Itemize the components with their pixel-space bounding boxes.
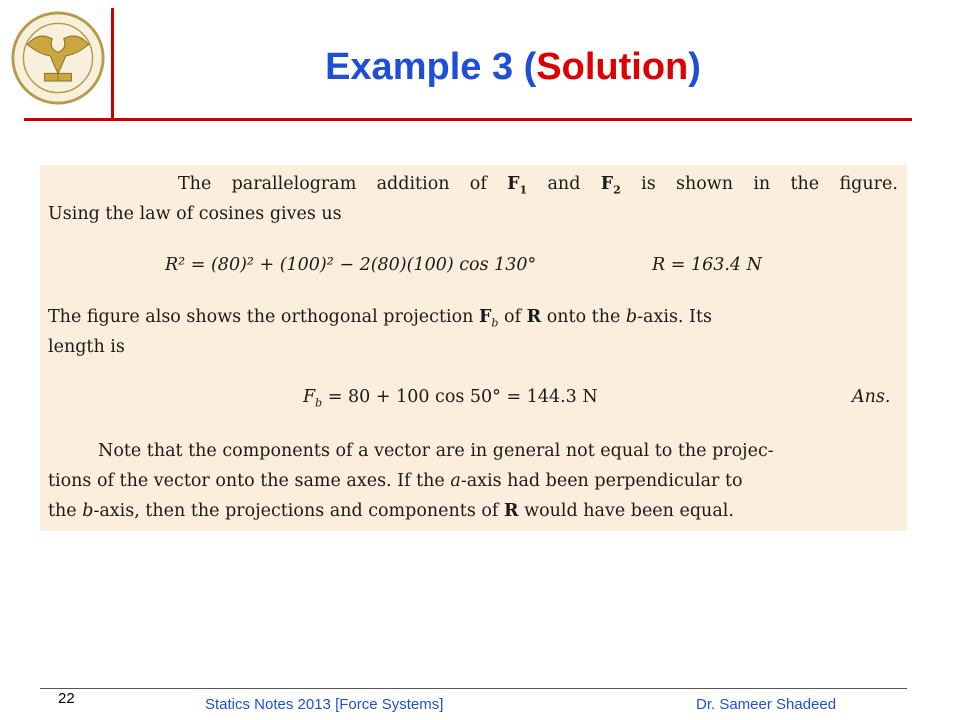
solution-line-5: Note that the components of a vector are in general not equal to the projec- (98, 441, 774, 461)
resultant-magnitude: R = 163.4 N (652, 255, 762, 275)
title-horizontal-rule (24, 118, 912, 121)
projection-equation: $F_b = 80 + 100$ cos 50° = 144.3 N (303, 387, 598, 410)
solution-line-6: tions of the vector onto the same axes. If the a-axis had been perpendicular to (48, 471, 743, 491)
answer-label: Ans. (852, 387, 891, 407)
solution-line-3: The figure also shows the orthogonal projection $F_b$ of R onto the b-axis. Its (48, 307, 712, 330)
footer-course-title: Statics Notes 2013 [Force Systems] (205, 696, 444, 713)
footer-rule (40, 688, 907, 689)
solution-line-2: Using the law of cosines gives us (48, 204, 342, 224)
university-seal-logo (10, 10, 106, 106)
law-of-cosines-equation: R² = (80)² + (100)² − 2(80)(100) cos 130° (165, 255, 537, 275)
solution-text-box (40, 165, 907, 531)
solution-line-1: The parallelogram addition of $F_1$ and $F_2$ is shown in the figure. (178, 174, 898, 197)
solution-line-7: the b-axis, then the projections and components of R would have been equal. (48, 501, 734, 521)
solution-line-4: length is (48, 337, 125, 357)
footer-author: Dr. Sameer Shadeed (696, 696, 837, 713)
page-number: 22 (58, 690, 75, 707)
slide-title: Example 3 (Solution) (325, 46, 701, 88)
title-highlight: Solution (536, 46, 689, 88)
